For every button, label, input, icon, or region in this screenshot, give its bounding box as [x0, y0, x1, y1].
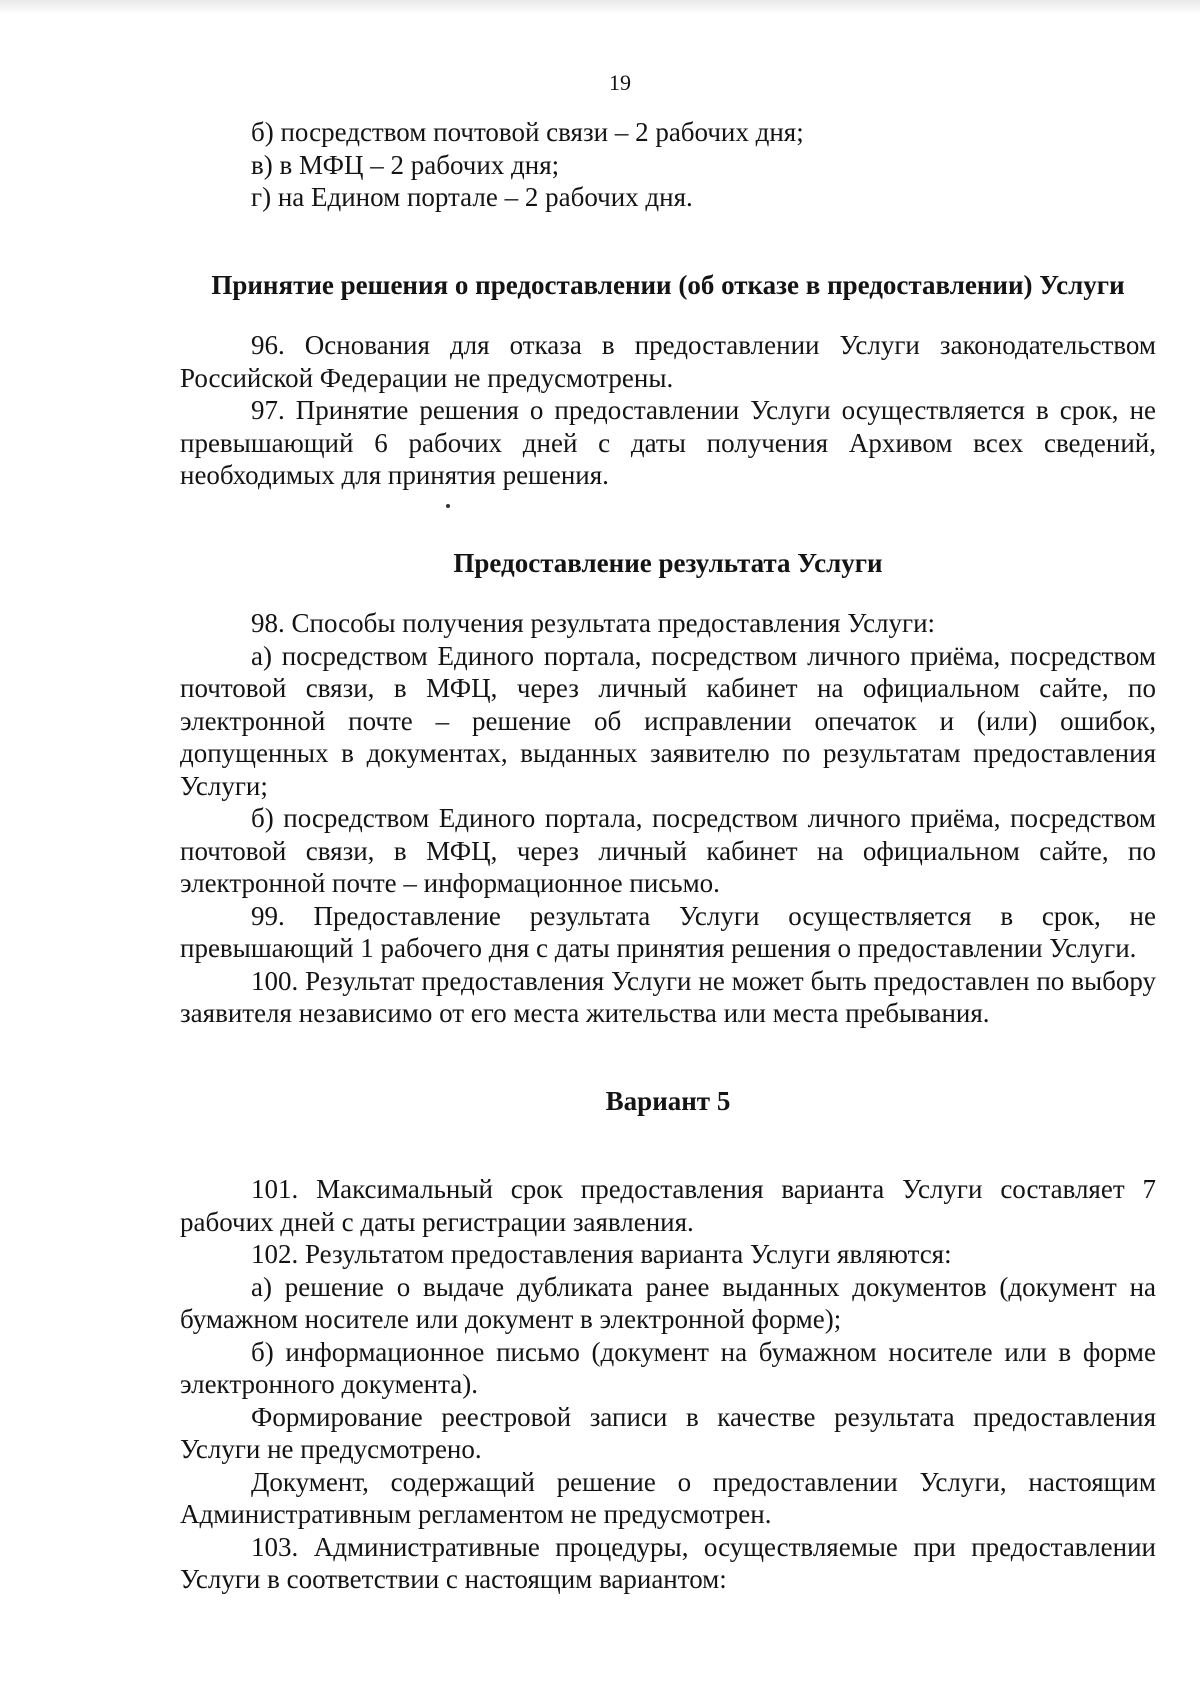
- paragraph-102-a: а) решение о выдаче дубликата ранее выданных документов (документ на бумажном носителе или документ в электронной форме);: [180, 1271, 1156, 1334]
- paragraph-103: 103. Административные процедуры, осуществляемые при предоставлении Услуги в соответствии с настоящим вариантом:: [180, 1531, 1156, 1594]
- paragraph-102-b: б) информационное письмо (документ на бумажном носителе или в форме электронного документа).: [180, 1336, 1156, 1399]
- paragraph-96: 96. Основания для отказа в предоставлении Услуги законодательством Российской Федерации не предусмотрены.: [180, 330, 1156, 393]
- paragraph-98-b: б) посредством Единого портала, посредством личного приёма, посредством почтовой связи, в МФЦ, через личный кабинет на официальном сайте, по электронной почте – информационное письмо.: [180, 803, 1156, 898]
- section-heading-variant-5: Вариант 5: [605, 1085, 731, 1116]
- paragraph-98: 98. Способы получения результата предоставления Услуги:: [251, 608, 936, 638]
- paragraph-100: 100. Результат предоставления Услуги не может быть предоставлен по выбору заявителя независимо от его места жительства или места пребывания.: [180, 965, 1156, 1028]
- list-item-b-post: б) посредством почтовой связи – 2 рабочих дня;: [251, 117, 804, 147]
- list-item-g-portal: г) на Едином портале – 2 рабочих дня.: [251, 182, 693, 212]
- paragraph-101: 101. Максимальный срок предоставления варианта Услуги составляет 7 рабочих дней с даты регистрации заявления.: [180, 1174, 1156, 1237]
- page-number: 19: [609, 70, 631, 95]
- section-heading-decision: Принятие решения о предоставлении (об отказе в предоставлении) Услуги: [211, 269, 1125, 300]
- paragraph-98-a: а) посредством Единого портала, посредством личного приёма, посредством почтовой связи, в МФЦ, через личный кабинет на официальном сайте, по электронной почте – решение об исправлении опечаток и (или) ошибок, допущенных в документах, выданных заявителю по результатам предоставления Услуги;: [180, 640, 1156, 801]
- section-heading-result: Предоставление результата Услуги: [453, 547, 883, 578]
- paragraph-decision-document: Документ, содержащий решение о предоставлении Услуги, настоящим Административным регламентом не предусмотрен.: [180, 1466, 1156, 1529]
- paragraph-97: 97. Принятие решения о предоставлении Услуги осуществляется в срок, не превышающий 6 рабочих дней с даты получения Архивом всех сведений, необходимых для принятия решения.: [180, 395, 1156, 490]
- paragraph-registry-record: Формирование реестровой записи в качестве результата предоставления Услуги не предусмотрено.: [180, 1401, 1156, 1464]
- paragraph-99: 99. Предоставление результата Услуги осуществляется в срок, не превышающий 1 рабочего дня с даты принятия решения о предоставлении Услуги.: [180, 900, 1156, 963]
- document-body: [180, 116, 1156, 1596]
- paragraph-102: 102. Результатом предоставления варианта Услуги являются:: [251, 1239, 952, 1269]
- list-item-v-mfc: в) в МФЦ – 2 рабочих дня;: [251, 149, 560, 180]
- scan-edge-shadow: [0, 0, 1200, 14]
